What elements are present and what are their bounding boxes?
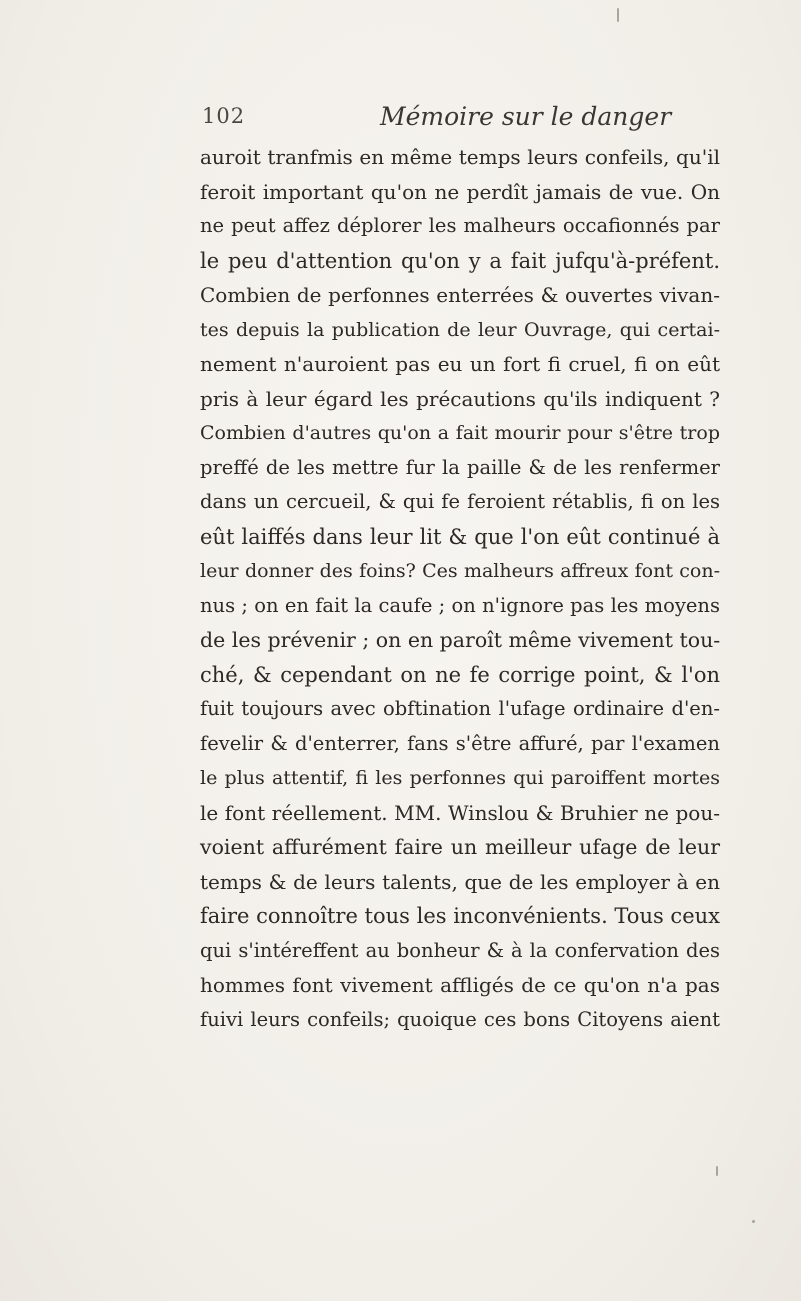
text-line: preffé de les mettre fur la paille & de les renfermer bbox=[200, 455, 720, 479]
text-line: feroit important qu'on ne perdît jamais de vue. On bbox=[200, 179, 720, 204]
text-line: nus ; on en fait la caufe ; on n'ignore pas les moyens bbox=[200, 593, 720, 617]
text-line: nement n'auroient pas eu un fort fi cruel, fi on eût bbox=[200, 352, 720, 376]
running-title: Mémoire sur le danger bbox=[380, 102, 672, 131]
text-line: qui s'intéreffent au bonheur & à la confervation des bbox=[200, 938, 720, 962]
page-header bbox=[202, 104, 722, 140]
text-line: faire connoître tous les inconvénients. Tous ceux bbox=[200, 904, 720, 928]
text-line: eût laiffés dans leur lit & que l'on eût continué à bbox=[200, 524, 720, 549]
text-line: Combien de perfonnes enterrées & ouvertes vivan- bbox=[200, 283, 720, 307]
paper-speck bbox=[716, 1166, 718, 1176]
text-line: de les prévenir ; on en paroît même vivement tou- bbox=[200, 628, 721, 652]
text-line: le plus attentif, fi les perfonnes qui paroiffent mortes bbox=[200, 767, 720, 789]
text-line: voient affurément faire un meilleur ufage de leur bbox=[200, 835, 720, 859]
text-line: le font réellement. MM. Winslou & Bruhier ne pou- bbox=[200, 800, 720, 825]
text-line: Combien d'autres qu'on a fait mourir pour s'être trop bbox=[200, 422, 720, 444]
text-line: le peu d'attention qu'on y a fait jufqu'à-préfent. bbox=[200, 248, 720, 273]
paper-speck bbox=[752, 1220, 755, 1223]
text-line: leur donner des foins? Ces malheurs affreux font con- bbox=[200, 560, 720, 582]
paper-speck bbox=[617, 8, 619, 22]
page-number: 102 bbox=[202, 104, 246, 128]
text-line: hommes font vivement affligés de ce qu'on n'a pas bbox=[200, 973, 720, 997]
text-line: fuivi leurs confeils; quoique ces bons Citoyens aient bbox=[200, 1007, 720, 1031]
text-line: temps & de leurs talents, que de les employer à en bbox=[200, 869, 720, 894]
body-text bbox=[200, 140, 720, 1037]
text-line: ché, & cependant on ne fe corrige point, & l'on bbox=[200, 662, 720, 687]
text-line: fevelir & d'enterrer, fans s'être affuré, par l'examen bbox=[200, 731, 720, 755]
text-line: pris à leur égard les précautions qu'ils indiquent ? bbox=[200, 386, 720, 411]
text-line: fuit toujours avec obftination l'ufage ordinaire d'en- bbox=[200, 697, 720, 720]
text-line: tes depuis la publication de leur Ouvrage, qui certai- bbox=[200, 318, 720, 341]
text-line: ne peut affez déplorer les malheurs occafionnés par bbox=[200, 214, 720, 237]
text-line: dans un cercueil, & qui fe feroient rétablis, fi on les bbox=[200, 490, 720, 513]
text-line: auroit tranfmis en même temps leurs confeils, qu'il bbox=[200, 145, 720, 169]
